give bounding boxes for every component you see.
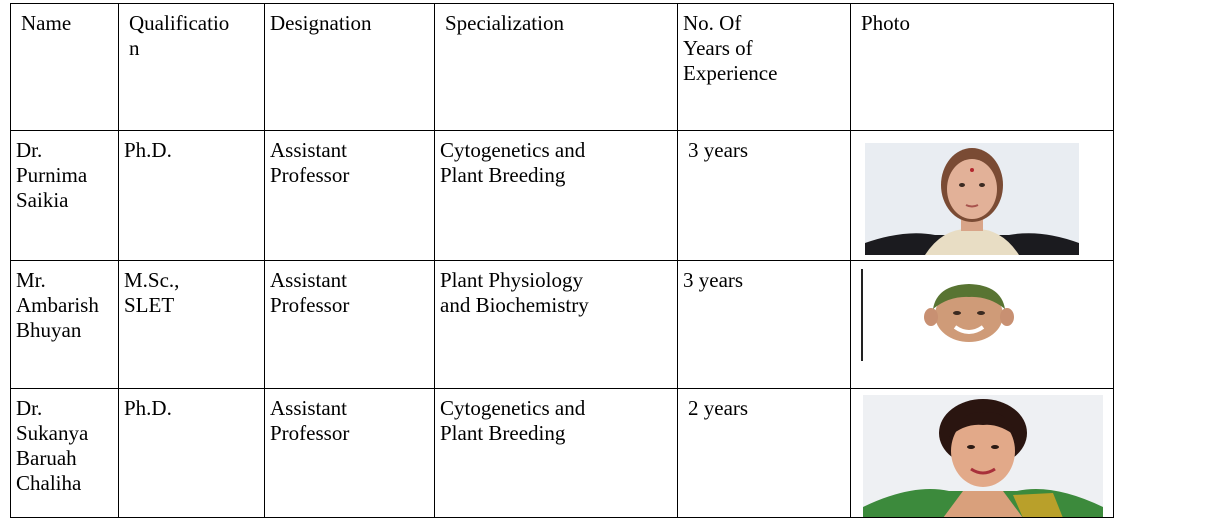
header-specialization: Specialization [445, 11, 564, 35]
cell-name: Dr. Sukanya Baruah Chaliha [16, 396, 89, 495]
table-row [11, 389, 1114, 518]
cell-qualification: M.Sc., SLET [124, 268, 180, 317]
header-experience: No. Of Years of Experience [683, 11, 778, 85]
cell-specialization: Plant Physiology and Biochemistry [440, 268, 589, 317]
header-designation: Designation [270, 11, 372, 35]
cell-designation: Assistant Professor [270, 138, 350, 187]
portrait-photo-icon [863, 395, 1103, 518]
cell-designation: Assistant Professor [270, 396, 350, 445]
header-qualification: Qualificatio n [129, 11, 230, 60]
cell-qualification: Ph.D. [124, 396, 172, 420]
cell-experience: 3 years [683, 268, 744, 292]
table-header-row [11, 4, 1114, 131]
cell-specialization: Cytogenetics and Plant Breeding [440, 138, 586, 187]
cell-name: Mr. Ambarish Bhuyan [16, 268, 99, 342]
portrait-photo-icon [861, 269, 1076, 361]
table-row [11, 261, 1114, 389]
portrait-photo-icon [865, 143, 1079, 255]
header-photo: Photo [861, 11, 911, 35]
cell-experience: 2 years [688, 396, 749, 420]
cell-name: Dr. Purnima Saikia [16, 138, 88, 212]
table-row [11, 131, 1114, 261]
cell-designation: Assistant Professor [270, 268, 350, 317]
cell-specialization: Cytogenetics and Plant Breeding [440, 396, 586, 445]
cell-qualification: Ph.D. [124, 138, 172, 162]
header-name: Name [21, 11, 72, 35]
cell-experience: 3 years [688, 138, 749, 162]
faculty-table [10, 3, 1114, 518]
